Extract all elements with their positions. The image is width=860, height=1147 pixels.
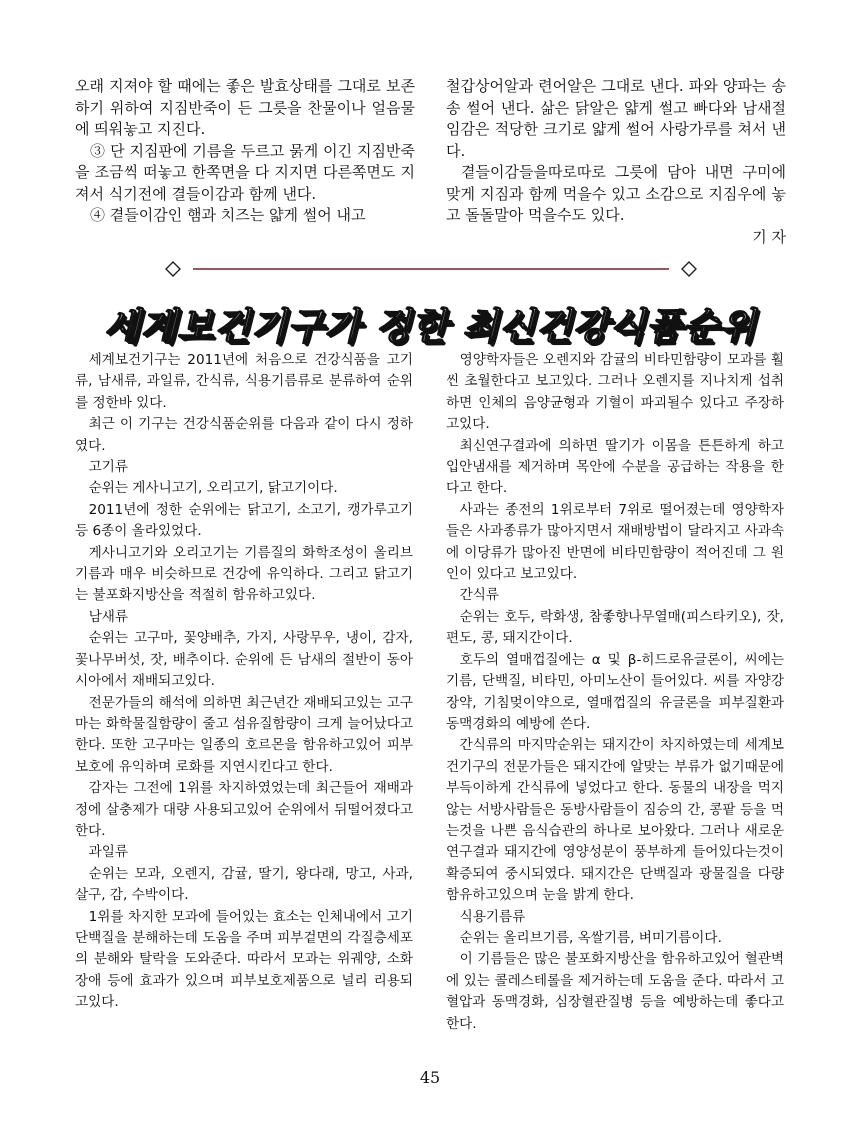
article-right-column [446, 350, 784, 1035]
paragraph: ④ 곁들이감인 햄과 치즈는 얇게 썰어 내고 [90, 206, 366, 224]
paragraph: 감자는 그전에 1위를 차지하였었는데 최근들어 재배과정에 살충제가 대량 사용되고있어 순위에서 뒤떨어졌다고 한다. [75, 780, 413, 839]
paragraph: 순위는 모과, 오렌지, 감귤, 딸기, 왕다래, 망고, 사과, 살구, 감, 수박이다. [75, 865, 413, 904]
paragraph: 최신연구결과에 의하면 딸기가 이몸을 튼튼하게 하고 입안냄새를 제거하며 목안에 수분을 공급하는 작용을 한다고 한다. [446, 437, 784, 497]
paragraph: 순위는 호두, 락화생, 참좋향나무열매(피스타키오), 잣, 편도, 콩, 돼지간이다. [446, 608, 784, 647]
article-left-column [75, 350, 413, 1014]
paragraph: ③ 단 지짐판에 기름을 두르고 묽게 이긴 지짐반죽을 조금씩 떠놓고 한쪽면을 다 지지면 다른쪽면도 지져서 식기전에 결들이감과 함께 낸다. [75, 141, 415, 203]
top-left-column [75, 76, 415, 227]
paragraph: 1위를 차지한 모과에 들어있는 효소는 인체내에서 고기단백질을 분해하는데 도움을 주며 피부겉면의 각질층세포의 분해와 탈락을 도와준다. 따라서 모과는 위궤양, 소화장애 등에 효과가 있으며 피부보호제품으로 널리 리용되고있다. [75, 908, 413, 1011]
paragraph: 순위는 올리브기름, 옥쌀기름, 벼미기름이다. [459, 929, 722, 946]
section-heading: 식용기름류 [459, 908, 526, 925]
section-heading: 간식류 [459, 587, 499, 604]
paragraph: 호두의 열매껍질에는 α 및 β-히드로유글론이, 씨에는 기름, 단백질, 비타민, 아미노산이 들어있다. 씨를 자양강장약, 기침멎이약으로, 열매껍질의 유글론을 피부질환과 동맥경화의 예방에 쓴다. [446, 651, 784, 732]
page-number: 45 [419, 1068, 441, 1087]
paragraph: 오래 지져야 할 때에는 좋은 발효상태를 그대로 보존하기 위하여 지짐반죽이 든 그릇을 찬물이나 얼음물에 띄워놓고 지진다. [75, 77, 415, 138]
paragraph: 곁들이감들을따로따로 그릇에 담아 내면 구미에 맞게 지짐과 함께 먹을수 있고 소감으로 지짐우에 놓고 돌돌말아 먹을수도 있다. [446, 163, 786, 224]
paragraph: 철갑상어알과 련어알은 그대로 낸다. 파와 양파는 송송 썰어 낸다. 삶은 닭알은 얇게 썰고 빠다와 남새절임감은 적당한 크기로 얇게 썰어 사랑가루를 쳐서 낸다. [446, 77, 786, 160]
article-title: 세계보건기구가 정한 최신건강식품순위 [103, 305, 757, 348]
paragraph: 순위는 고구마, 꽃양배추, 가지, 사랑무우, 냉이, 감자, 꽃나무버섯, 잣, 배추이다. 순위에 든 남새의 절반이 동아시아에서 재배되고있다. [75, 630, 413, 690]
top-right-column [446, 76, 786, 248]
paragraph: 게사니고기와 오리고기는 기름질의 화학조성이 올리브기름과 매우 비슷하므로 건강에 유익하다. 그리고 닭고기는 불포화지방산을 적절히 함유하고있다. [75, 544, 413, 604]
diamond-right-icon [682, 262, 696, 276]
diamond-left-icon [166, 262, 180, 276]
paragraph: 세계보건기구는 2011년에 처음으로 건강식품을 고기류, 남새류, 과일류, 간식류, 식용기름류로 분류하여 순위를 정한바 있다. [75, 352, 413, 411]
paragraph: 2011년에 정한 순위에는 닭고기, 소고기, 캥가루고기 등 6종이 올라있었다. [75, 501, 413, 540]
paragraph: 순위는 게사니고기, 오리고기, 닭고기이다. [88, 480, 338, 497]
paragraph: 간식류의 마지막순위는 돼지간이 차지하였는데 세계보건기구의 전문가들은 돼지간에 알맞는 부류가 없기때문에 부득이하게 간식류에 넣었다고 한다. 동물의 내장을 먹지 않는 서방사람들은 동방사람들이 짐승의 간, 콩팥 등을 먹는것을 나쁜 음식습관의 하나로 보아왔다. 그러나 새로운 연구결과 돼지간에 영양성분이 풍부하게 들어있다는것이 확증되여 중시되였다. 돼지간은 단백질과 광물질을 다량 함유하고있으며 눈을 밝게 한다. [446, 737, 784, 904]
paragraph: 영양학자들은 오렌지와 감귤의 비타민함량이 모과를 훨씬 초월한다고 보고있다. 그러나 오렌지를 지나치게 섭취하면 인체의 음양균형과 기혈이 파괴될수 있다고 주장하고있다. [446, 352, 784, 433]
author-signature: 기 자 [752, 227, 786, 246]
section-divider [165, 260, 697, 282]
paragraph: 최근 이 기구는 건강식품순위를 다음과 같이 다시 정하였다. [75, 416, 413, 454]
paragraph: 사과는 종전의 1위로부터 7위로 떨어졌는데 영양학자들은 사과종류가 많아지면서 재배방법이 달라지고 사과속에 이당류가 많아진 반면에 비타민함량이 적어진데 그 원인이 있다고 보고있다. [446, 501, 784, 583]
paragraph: 이 기름들은 많은 불포화지방산을 함유하고있어 혈관벽에 있는 콜레스테롤을 제거하는데 도움을 준다. 따라서 고혈압과 동맥경화, 심장혈관질병 등을 예방하는데 좋다고 한다. [446, 951, 784, 1032]
section-heading: 과일류 [88, 844, 128, 861]
section-heading: 남새류 [88, 608, 128, 625]
paragraph: 전문가들의 해석에 의하면 최근년간 재배되고있는 고구마는 화학물질함량이 줄고 섬유질함량이 크게 늘어났다고 한다. 또한 고구마는 일종의 호르몬을 함유하고있어 피부보호에 유익하며 로화를 지연시킨다고 한다. [75, 694, 413, 775]
section-heading: 고기류 [88, 459, 128, 476]
